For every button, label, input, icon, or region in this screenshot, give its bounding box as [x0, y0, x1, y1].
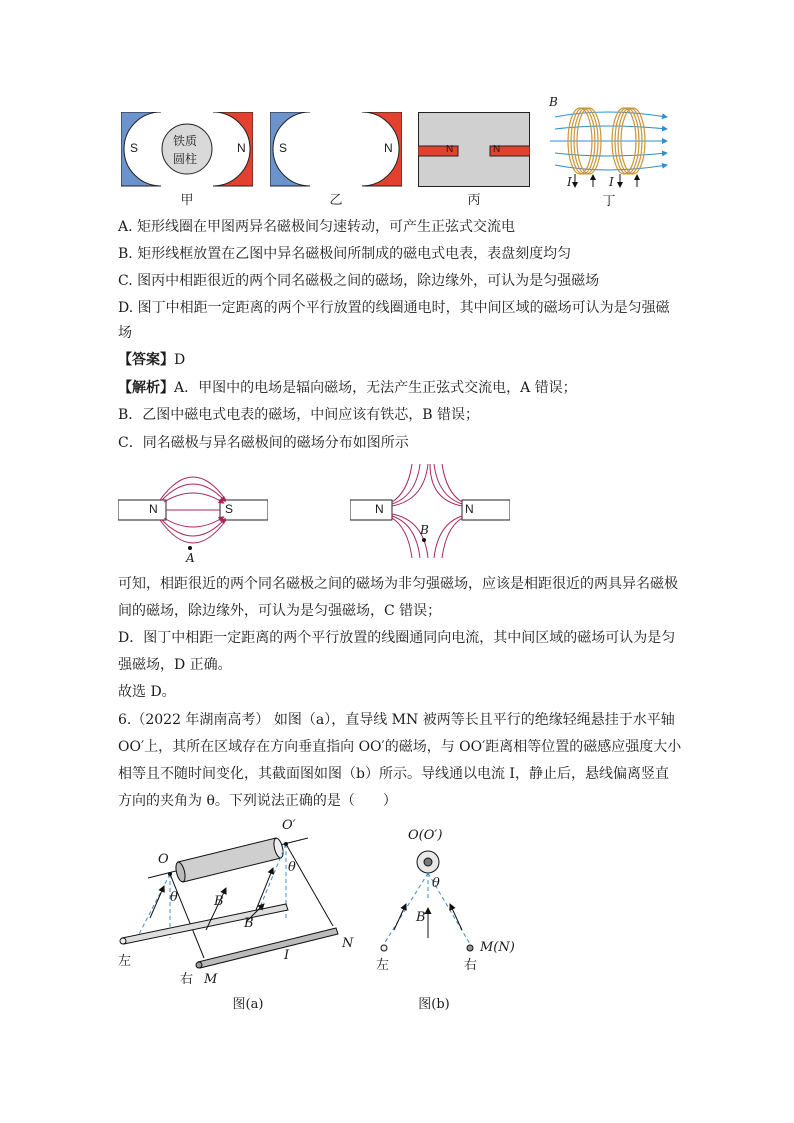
bing-n-right: N	[493, 144, 501, 155]
field-figure-unlike-poles	[118, 462, 268, 565]
conclusion-line-4: 强磁场，D 正确。	[118, 657, 232, 673]
question-6-line-1: 6.（2022 年湖南高考） 如图（a），直导线 MN 被两等长且平行的绝缘轻绳悬挂于水平轴	[118, 712, 675, 728]
analysis-text-1: A．甲图中的电场是辐向磁场，无法产生正弦式交流电，A 错误；	[174, 380, 577, 396]
figure-bing	[418, 112, 530, 187]
yi-s-pole: S	[279, 141, 288, 155]
caption-fig-a: 图(a)	[232, 997, 264, 1012]
fig-a-m: M	[204, 972, 218, 987]
figure-a	[118, 818, 368, 988]
answer-line	[118, 350, 185, 370]
option-d: D. 图丁中相距一定距离的两个平行放置的线圈通电时，其中间区域的磁场可认为是匀强磁	[118, 300, 670, 316]
answer-value: D	[174, 352, 186, 368]
like-n-right: N	[465, 502, 474, 516]
option-b: B. 矩形线框放置在乙图中异名磁极间所制成的磁电式电表，表盘刻度均匀	[118, 246, 572, 262]
fig-a-o: O	[158, 852, 169, 867]
caption-fig-b: 图(b)	[418, 997, 450, 1012]
caption-yi: 乙	[329, 193, 343, 208]
fig-b-right: 右	[464, 958, 478, 973]
point-b-label: B	[420, 523, 429, 537]
fig-a-n: N	[342, 936, 354, 951]
fig-a-i: I	[284, 948, 290, 963]
fig-b-top: O(O′)	[408, 828, 443, 843]
figure-yi	[270, 112, 402, 187]
jia-n-pole: N	[237, 141, 246, 155]
figure-ding	[545, 95, 670, 193]
like-n-left: N	[375, 502, 384, 516]
fig-a-b-2: B	[244, 916, 254, 931]
analysis-line-1	[118, 378, 577, 398]
fig-b-mn: M(N)	[480, 940, 515, 955]
bing-n-left: N	[446, 144, 454, 155]
fig-a-theta-1: θ	[170, 890, 178, 905]
jia-core-label-2: 圆柱	[173, 152, 198, 166]
question-6-line-2: OO′上，其所在区域存在方向垂直指向 OO′的磁场，与 OO′距离相等位置的磁感应强度大小	[118, 739, 682, 755]
jia-s-pole: S	[130, 141, 139, 155]
caption-bing: 丙	[467, 193, 481, 208]
conclusion-line-1: 可知，相距很近的两个同名磁极之间的磁场为非匀强磁场，应该是相距很近的两具异名磁极	[118, 576, 678, 592]
unlike-n: N	[149, 502, 158, 516]
fig-a-right: 右	[180, 972, 194, 987]
field-figure-like-poles	[350, 462, 510, 562]
ding-i-right: I	[609, 175, 614, 189]
fig-b-theta: θ	[432, 876, 440, 891]
figure-b	[372, 818, 522, 988]
conclusion-line-2: 间的磁场，除边缘外，可认为是匀强磁场，C 错误；	[118, 603, 442, 619]
answer-label: 【答案】	[118, 352, 174, 368]
question-6-line-4: 方向的夹角为 θ。下列说法正确的是（ ）	[118, 793, 397, 809]
analysis-line-2: B．乙图中磁电式电表的磁场，中间应该有铁芯，B 错误；	[118, 407, 480, 423]
jia-core-label-1: 铁质	[173, 134, 198, 148]
fig-a-o-prime: O′	[282, 818, 296, 833]
point-a-label: A	[186, 551, 195, 565]
unlike-s: S	[225, 502, 234, 516]
figure-jia	[121, 112, 253, 187]
question-6-line-3: 相等且不随时间变化，其截面图如图（b）所示。导线通以电流 I，静止后，悬线偏离竖直	[118, 766, 669, 782]
conclusion-line-3: D．图丁中相距一定距离的两个平行放置的线圈通同向电流，其中间区域的磁场可认为是匀	[118, 630, 676, 646]
analysis-line-3: C．同名磁极与异名磁极间的磁场分布如图所示	[118, 435, 409, 451]
ding-b-label: B	[549, 95, 558, 109]
option-c: C. 图丙中相距很近的两个同名磁极之间的磁场，除边缘外，可认为是匀强磁场	[118, 273, 600, 289]
fig-a-left: 左	[118, 954, 132, 969]
ding-i-left: I	[567, 175, 572, 189]
caption-jia: 甲	[180, 193, 194, 208]
conclusion-line-5: 故选 D。	[118, 684, 176, 700]
caption-ding: 丁	[602, 194, 616, 209]
fig-b-left: 左	[376, 958, 390, 973]
yi-n-pole: N	[384, 141, 393, 155]
fig-a-b-1: B	[214, 894, 224, 909]
option-a: A. 矩形线圈在甲图两异名磁极间匀速转动，可产生正弦式交流电	[118, 219, 516, 235]
option-d-cont: 场	[118, 325, 132, 341]
analysis-label: 【解析】	[118, 380, 174, 396]
fig-b-b: B	[416, 910, 426, 925]
fig-a-theta-2: θ	[288, 860, 296, 875]
